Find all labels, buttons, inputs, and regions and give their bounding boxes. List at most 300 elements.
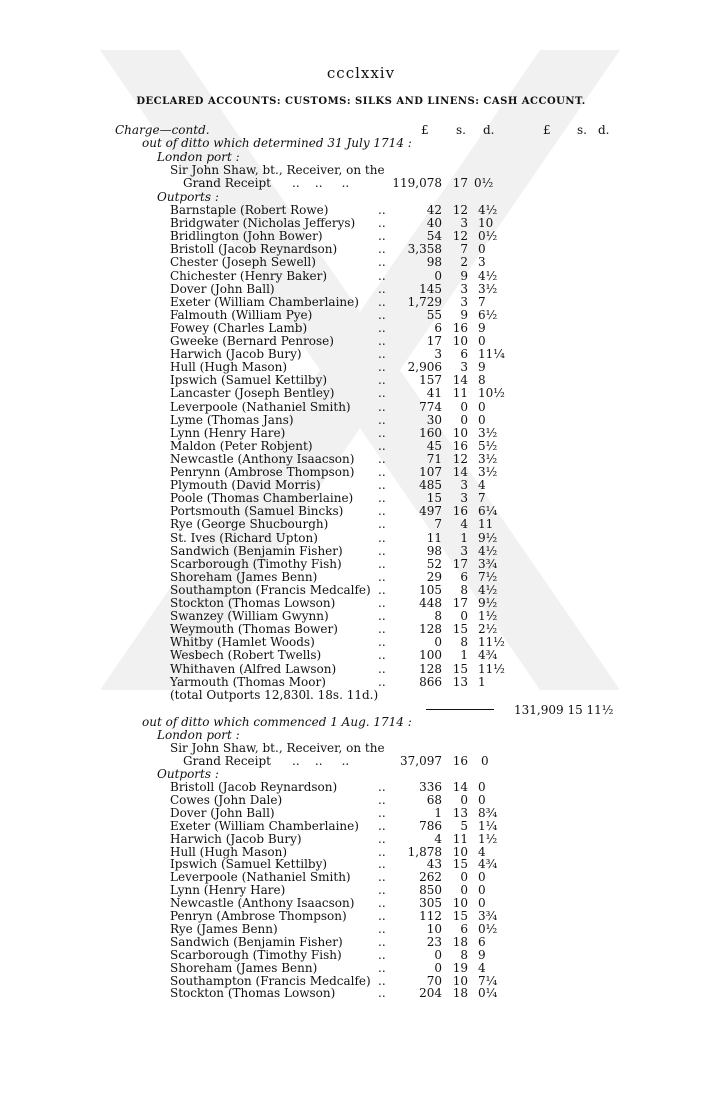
outport-pence: 7 (478, 491, 486, 506)
outport-name: Southampton (Francis Medcalfe) (170, 582, 371, 597)
outport-shillings: 2 (460, 255, 468, 270)
leader-dots: .. (378, 412, 386, 427)
outport-shillings: 6 (460, 347, 468, 362)
section1-grand-total: 131,909 15 11½ (514, 703, 614, 717)
outport-pence: 11½ (478, 635, 505, 650)
outport-pounds: 15 (426, 491, 442, 506)
outport-shillings: 8 (460, 635, 468, 650)
outport-shillings: 8 (460, 947, 468, 962)
leader-dots: .. .. .. (292, 176, 350, 190)
outport-pence: 4 (478, 960, 486, 975)
leader-dots: .. (378, 883, 386, 898)
leader-dots: .. (378, 334, 386, 348)
leader-dots: .. (378, 896, 386, 911)
outport-name: Stockton (Thomas Lowson) (170, 986, 336, 1001)
outport-name: Lancaster (Joseph Bentley) (170, 386, 335, 401)
leader-dots: .. (378, 399, 386, 414)
page-number: ccclxxiv (326, 64, 396, 82)
outport-pence: 4½ (478, 543, 498, 558)
outport-shillings: 1 (460, 648, 468, 663)
col-header-shillings-1: s. (456, 123, 466, 137)
outport-pounds: 4 (434, 831, 442, 846)
outport-pounds: 0 (434, 268, 442, 283)
outport-name: Lynn (Henry Hare) (170, 883, 286, 898)
outport-name: St. Ives (Richard Upton) (170, 530, 318, 545)
outport-shillings: 4 (460, 517, 468, 532)
outport-shillings: 0 (460, 883, 468, 898)
leader-dots: .. (378, 556, 386, 571)
outport-pence: 5½ (478, 438, 498, 453)
outport-pounds: 98 (426, 255, 442, 270)
outport-pounds: 157 (419, 373, 442, 388)
section1-receiver-line2: Grand Receipt (183, 176, 272, 190)
outport-shillings: 10 (452, 896, 468, 911)
leader-dots: .. (378, 451, 386, 466)
leader-dots: .. (378, 635, 386, 650)
charge-contd: Charge—contd. (115, 123, 210, 137)
outport-name: Swanzey (William Gwynn) (170, 609, 329, 624)
outport-pence: 2½ (478, 622, 498, 637)
section1-receiver-shillings: 17 (452, 176, 468, 190)
leader-dots: .. (378, 674, 386, 689)
section2-receiver-line1: Sir John Shaw, bt., Receiver, on the (170, 741, 385, 755)
outport-name: Weymouth (Thomas Bower) (170, 622, 338, 637)
leader-dots: .. (378, 242, 386, 257)
outport-name: Plymouth (David Morris) (170, 478, 321, 493)
outport-pounds: 29 (426, 569, 442, 584)
section2-title: out of ditto which commenced 1 Aug. 1714 : (142, 715, 412, 729)
outport-name: Chester (Joseph Sewell) (170, 255, 316, 270)
outport-shillings: 18 (452, 986, 468, 1001)
outport-pence: 1¼ (478, 818, 498, 833)
outport-name: Chichester (Henry Baker) (170, 268, 328, 283)
outport-pounds: 160 (419, 425, 442, 440)
outport-shillings: 9 (460, 307, 468, 322)
outport-shillings: 0 (460, 412, 468, 427)
outport-pounds: 105 (419, 582, 442, 597)
outport-pence: 3½ (478, 465, 498, 479)
outport-pounds: 305 (419, 896, 442, 911)
outport-pounds: 1,878 (407, 844, 442, 859)
outport-shillings: 11 (452, 386, 468, 401)
outport-pence: 10 (478, 216, 494, 231)
outport-pence: 11 (478, 517, 494, 532)
outport-shillings: 5 (460, 818, 468, 833)
section2-receiver-pence: 0 (481, 754, 489, 768)
outport-pounds: 6 (434, 320, 442, 335)
outport-pounds: 40 (426, 216, 442, 231)
outport-shillings: 17 (452, 596, 468, 610)
outport-shillings: 3 (460, 478, 468, 493)
outport-shillings: 14 (452, 780, 468, 794)
outport-pence: 0 (478, 334, 486, 348)
outport-pounds: 145 (419, 281, 442, 296)
outport-pence: 3½ (478, 281, 498, 296)
leader-dots: .. (378, 347, 386, 362)
outport-name: Penryn (Ambrose Thompson) (170, 909, 347, 923)
leader-dots: .. (378, 491, 386, 506)
leader-dots: .. (378, 504, 386, 519)
outport-pounds: 23 (426, 934, 442, 949)
col-header-pounds-2: £ (543, 123, 551, 137)
section2-receiver-shillings: 16 (452, 754, 468, 768)
leader-dots: .. (378, 373, 386, 388)
outport-name: Poole (Thomas Chamberlaine) (170, 491, 354, 506)
outport-pounds: 71 (426, 451, 442, 466)
outport-shillings: 10 (452, 973, 468, 988)
section1-receiver-pounds: 119,078 (392, 176, 442, 190)
outport-shillings: 7 (460, 242, 468, 257)
leader-dots: .. (378, 229, 386, 244)
leader-dots: .. (378, 530, 386, 545)
total-rule (426, 709, 494, 710)
outport-pounds: 107 (419, 465, 442, 479)
outport-shillings: 13 (452, 674, 468, 689)
outport-shillings: 15 (452, 661, 468, 676)
outport-shillings: 3 (460, 360, 468, 375)
outport-name: Exeter (William Chamberlaine) (170, 294, 359, 309)
outport-pence: 0 (478, 412, 486, 427)
outport-name: Rye (George Shucbourgh) (170, 517, 329, 532)
outport-shillings: 10 (452, 844, 468, 859)
outport-pounds: 42 (426, 203, 442, 217)
leader-dots: .. (378, 780, 386, 794)
leader-dots: .. (378, 622, 386, 637)
outport-pence: 4½ (478, 203, 498, 217)
leader-dots: .. (378, 386, 386, 401)
outport-name: Cowes (John Dale) (170, 792, 283, 807)
outport-shillings: 10 (452, 334, 468, 348)
outport-pence: 6½ (478, 307, 498, 322)
outport-name: Newcastle (Anthony Isaacson) (170, 451, 355, 466)
outport-shillings: 16 (452, 504, 468, 519)
outport-pence: 8 (478, 373, 486, 388)
outport-pence: 11½ (478, 661, 505, 676)
outport-name: Gweeke (Bernard Penrose) (170, 334, 334, 348)
outport-name: Bristoll (Jacob Reynardson) (170, 242, 338, 257)
outport-name: Dover (John Ball) (170, 805, 275, 820)
outport-name: Rye (James Benn) (170, 921, 278, 936)
outport-pence: 0 (478, 242, 486, 257)
outport-name: Harwich (Jacob Bury) (170, 831, 302, 846)
outport-name: Whithaven (Alfred Lawson) (170, 661, 337, 676)
outport-name: Ipswich (Samuel Kettilby) (170, 857, 328, 872)
outport-pence: 4¾ (478, 648, 498, 663)
outport-name: Yarmouth (Thomas Moor) (170, 674, 326, 689)
leader-dots: .. (378, 360, 386, 375)
outport-pounds: 866 (419, 674, 442, 689)
section1-outports-label: Outports : (157, 190, 219, 204)
leader-dots: .. (378, 921, 386, 936)
outport-pounds: 11 (426, 530, 442, 545)
outport-shillings: 12 (452, 451, 468, 466)
col-header-pence-1: d. (483, 123, 495, 137)
leader-dots: .. (378, 307, 386, 322)
leader-dots: .. (378, 294, 386, 309)
col-header-pounds-1: £ (421, 123, 429, 137)
outport-pounds: 2,906 (407, 360, 442, 375)
outport-shillings: 18 (452, 934, 468, 949)
outport-pence: 0 (478, 792, 486, 807)
leader-dots: .. (378, 582, 386, 597)
outport-pence: 0½ (478, 921, 498, 936)
outport-pounds: 7 (434, 517, 442, 532)
outport-name: Ipswich (Samuel Kettilby) (170, 373, 328, 388)
section1-title: out of ditto which determined 31 July 1714 : (142, 136, 412, 150)
leader-dots: .. (378, 844, 386, 859)
outport-shillings: 13 (452, 805, 468, 820)
outport-pounds: 52 (426, 556, 442, 571)
outport-pounds: 41 (426, 386, 442, 401)
section1-london-label: London port : (157, 150, 240, 164)
outport-name: Lyme (Thomas Jans) (170, 412, 294, 427)
outport-pounds: 1,729 (407, 294, 442, 309)
outport-name: Sandwich (Benjamin Fisher) (170, 934, 343, 949)
outport-name: Fowey (Charles Lamb) (170, 320, 308, 335)
col-header-shillings-2: s. (577, 123, 587, 137)
outport-pence: 4 (478, 844, 486, 859)
outport-shillings: 19 (452, 960, 468, 975)
outport-pence: 0 (478, 870, 486, 885)
leader-dots: .. (378, 465, 386, 479)
outport-name: Sandwich (Benjamin Fisher) (170, 543, 343, 558)
outport-name: Barnstaple (Robert Rowe) (170, 203, 329, 217)
section2-london-label: London port : (157, 728, 240, 742)
leader-dots: .. (378, 870, 386, 885)
leader-dots: .. (378, 831, 386, 846)
outport-shillings: 14 (452, 373, 468, 388)
outport-name: Bristoll (Jacob Reynardson) (170, 780, 338, 794)
outport-pounds: 30 (426, 412, 442, 427)
outport-shillings: 10 (452, 425, 468, 440)
outport-name: Scarborough (Timothy Fish) (170, 556, 342, 571)
outport-name: Exeter (William Chamberlaine) (170, 818, 359, 833)
outport-pounds: 100 (419, 648, 442, 663)
outport-pounds: 43 (426, 857, 442, 872)
outport-shillings: 15 (452, 857, 468, 872)
leader-dots: .. (378, 934, 386, 949)
outport-pence: 7½ (478, 569, 498, 584)
outport-pounds: 128 (419, 622, 442, 637)
outport-shillings: 15 (452, 622, 468, 637)
outport-pounds: 3,358 (407, 242, 442, 257)
outport-shillings: 3 (460, 216, 468, 231)
section1-total-outports: (total Outports 12,830l. 18s. 11d.) (170, 688, 379, 702)
outport-pence: 8¾ (478, 805, 498, 820)
section2-outports-label: Outports : (157, 767, 219, 781)
outport-pence: 0 (478, 896, 486, 911)
outport-shillings: 15 (452, 909, 468, 923)
outport-name: Bridgwater (Nicholas Jefferys) (170, 216, 356, 231)
leader-dots: .. (378, 425, 386, 440)
outport-shillings: 1 (460, 530, 468, 545)
outport-pounds: 786 (419, 818, 442, 833)
col-header-pence-2: d. (598, 123, 610, 137)
outport-shillings: 3 (460, 294, 468, 309)
outport-name: Portsmouth (Samuel Bincks) (170, 504, 344, 519)
outport-pounds: 45 (426, 438, 442, 453)
outport-pounds: 204 (419, 986, 442, 1001)
outport-pounds: 262 (419, 870, 442, 885)
outport-name: Stockton (Thomas Lowson) (170, 596, 336, 610)
outport-shillings: 14 (452, 465, 468, 479)
outport-name: Hull (Hugh Mason) (170, 844, 288, 859)
outport-shillings: 11 (452, 831, 468, 846)
outport-pence: 9 (478, 947, 486, 962)
leader-dots: .. (378, 973, 386, 988)
outport-shillings: 12 (452, 203, 468, 217)
outport-name: Bridlington (John Bower) (170, 229, 323, 244)
outport-pence: 0 (478, 883, 486, 898)
outport-pence: 0 (478, 780, 486, 794)
outport-pounds: 128 (419, 661, 442, 676)
outport-pence: 7 (478, 294, 486, 309)
leader-dots: .. (378, 609, 386, 624)
outport-name: Hull (Hugh Mason) (170, 360, 288, 375)
leader-dots: .. (378, 478, 386, 493)
outport-name: Falmouth (William Pye) (170, 307, 313, 322)
outport-pence: 7¼ (478, 973, 498, 988)
outport-pence: 9½ (478, 530, 498, 545)
outport-shillings: 3 (460, 281, 468, 296)
outport-pence: 1 (478, 674, 486, 689)
outport-pence: 4½ (478, 268, 498, 283)
outport-pounds: 10 (426, 921, 442, 936)
outport-shillings: 16 (452, 438, 468, 453)
outport-name: Whitby (Hamlet Woods) (170, 635, 315, 650)
outport-pence: 4 (478, 478, 486, 493)
outport-shillings: 17 (452, 556, 468, 571)
outport-name: Wesbech (Robert Twells) (170, 648, 322, 663)
outport-pence: 3½ (478, 425, 498, 440)
outport-name: Harwich (Jacob Bury) (170, 347, 302, 362)
outport-pounds: 68 (426, 792, 442, 807)
leader-dots: .. (378, 281, 386, 296)
outport-pence: 0½ (478, 229, 498, 244)
outport-pence: 0¼ (478, 986, 498, 1001)
outport-shillings: 6 (460, 569, 468, 584)
outport-pence: 1½ (478, 609, 498, 624)
leader-dots: .. (378, 818, 386, 833)
outport-pence: 11¼ (478, 347, 505, 362)
outport-pence: 3¾ (478, 556, 498, 571)
leader-dots: .. (378, 857, 386, 872)
outport-name: Lynn (Henry Hare) (170, 425, 286, 440)
outport-name: Maldon (Peter Robjent) (170, 438, 313, 453)
outport-pence: 3 (478, 255, 486, 270)
outport-pence: 9 (478, 360, 486, 375)
outport-pounds: 98 (426, 543, 442, 558)
outport-pounds: 774 (419, 399, 442, 414)
leader-dots: .. (378, 947, 386, 962)
leader-dots: .. (378, 909, 386, 923)
section1-receiver-line1: Sir John Shaw, bt., Receiver, on the (170, 163, 385, 177)
outport-pence: 3¾ (478, 909, 498, 923)
outport-shillings: 8 (460, 582, 468, 597)
section1-receiver-pence: 0½ (474, 176, 494, 190)
outport-pounds: 485 (419, 478, 442, 493)
outport-name: Dover (John Ball) (170, 281, 275, 296)
outport-pounds: 112 (419, 909, 442, 923)
outport-pence: 10½ (478, 386, 505, 401)
outport-shillings: 0 (460, 870, 468, 885)
outport-pounds: 70 (426, 973, 442, 988)
outport-pounds: 1 (434, 805, 442, 820)
outport-pounds: 448 (419, 596, 442, 610)
outport-pence: 6¼ (478, 504, 498, 519)
leader-dots: .. (378, 255, 386, 270)
leader-dots: .. (378, 960, 386, 975)
leader-dots: .. (378, 792, 386, 807)
outport-pence: 3½ (478, 451, 498, 466)
leader-dots: .. (378, 543, 386, 558)
outport-pence: 9½ (478, 596, 498, 610)
leader-dots: .. (378, 569, 386, 584)
outport-pounds: 0 (434, 635, 442, 650)
outport-name: Leverpoole (Nathaniel Smith) (170, 399, 351, 414)
outport-pence: 6 (478, 934, 486, 949)
leader-dots: .. (378, 438, 386, 453)
outport-shillings: 3 (460, 491, 468, 506)
outport-pence: 1½ (478, 831, 498, 846)
outport-pence: 4¾ (478, 857, 498, 872)
outport-shillings: 6 (460, 921, 468, 936)
leader-dots: .. (378, 268, 386, 283)
outport-pence: 9 (478, 320, 486, 335)
outport-shillings: 0 (460, 609, 468, 624)
outport-name: Newcastle (Anthony Isaacson) (170, 896, 355, 911)
outport-pence: 0 (478, 399, 486, 414)
outport-pounds: 850 (419, 883, 442, 898)
leader-dots: .. (378, 203, 386, 217)
outport-pounds: 8 (434, 609, 442, 624)
leader-dots: .. (378, 805, 386, 820)
leader-dots: .. (378, 648, 386, 663)
outport-shillings: 0 (460, 399, 468, 414)
section2-receiver-pounds: 37,097 (400, 754, 442, 768)
outport-name: Southampton (Francis Medcalfe) (170, 973, 371, 988)
outport-name: Shoreham (James Benn) (170, 569, 318, 584)
outport-pounds: 55 (426, 307, 442, 322)
leader-dots: .. (378, 596, 386, 610)
leader-dots: .. (378, 986, 386, 1001)
outport-pounds: 0 (434, 947, 442, 962)
section2-receiver-line2: Grand Receipt (183, 754, 272, 768)
outport-name: Leverpoole (Nathaniel Smith) (170, 870, 351, 885)
leader-dots: .. (378, 661, 386, 676)
leader-dots: .. .. .. (292, 754, 350, 768)
outport-shillings: 3 (460, 543, 468, 558)
leader-dots: .. (378, 216, 386, 231)
outport-shillings: 12 (452, 229, 468, 244)
outport-pounds: 3 (434, 347, 442, 362)
outport-shillings: 16 (452, 320, 468, 335)
outport-pounds: 336 (419, 780, 442, 794)
outport-pence: 4½ (478, 582, 498, 597)
running-head: DECLARED ACCOUNTS: CUSTOMS: SILKS AND LINENS: CASH ACCOUNT. (136, 96, 586, 107)
outport-pounds: 497 (419, 504, 442, 519)
outport-pounds: 54 (426, 229, 442, 244)
outport-shillings: 0 (460, 792, 468, 807)
leader-dots: .. (378, 517, 386, 532)
outport-pounds: 0 (434, 960, 442, 975)
outport-name: Shoreham (James Benn) (170, 960, 318, 975)
leader-dots: .. (378, 320, 386, 335)
outport-pounds: 17 (426, 334, 442, 348)
outport-name: Scarborough (Timothy Fish) (170, 947, 342, 962)
outport-name: Penrynn (Ambrose Thompson) (170, 465, 355, 479)
outport-shillings: 9 (460, 268, 468, 283)
